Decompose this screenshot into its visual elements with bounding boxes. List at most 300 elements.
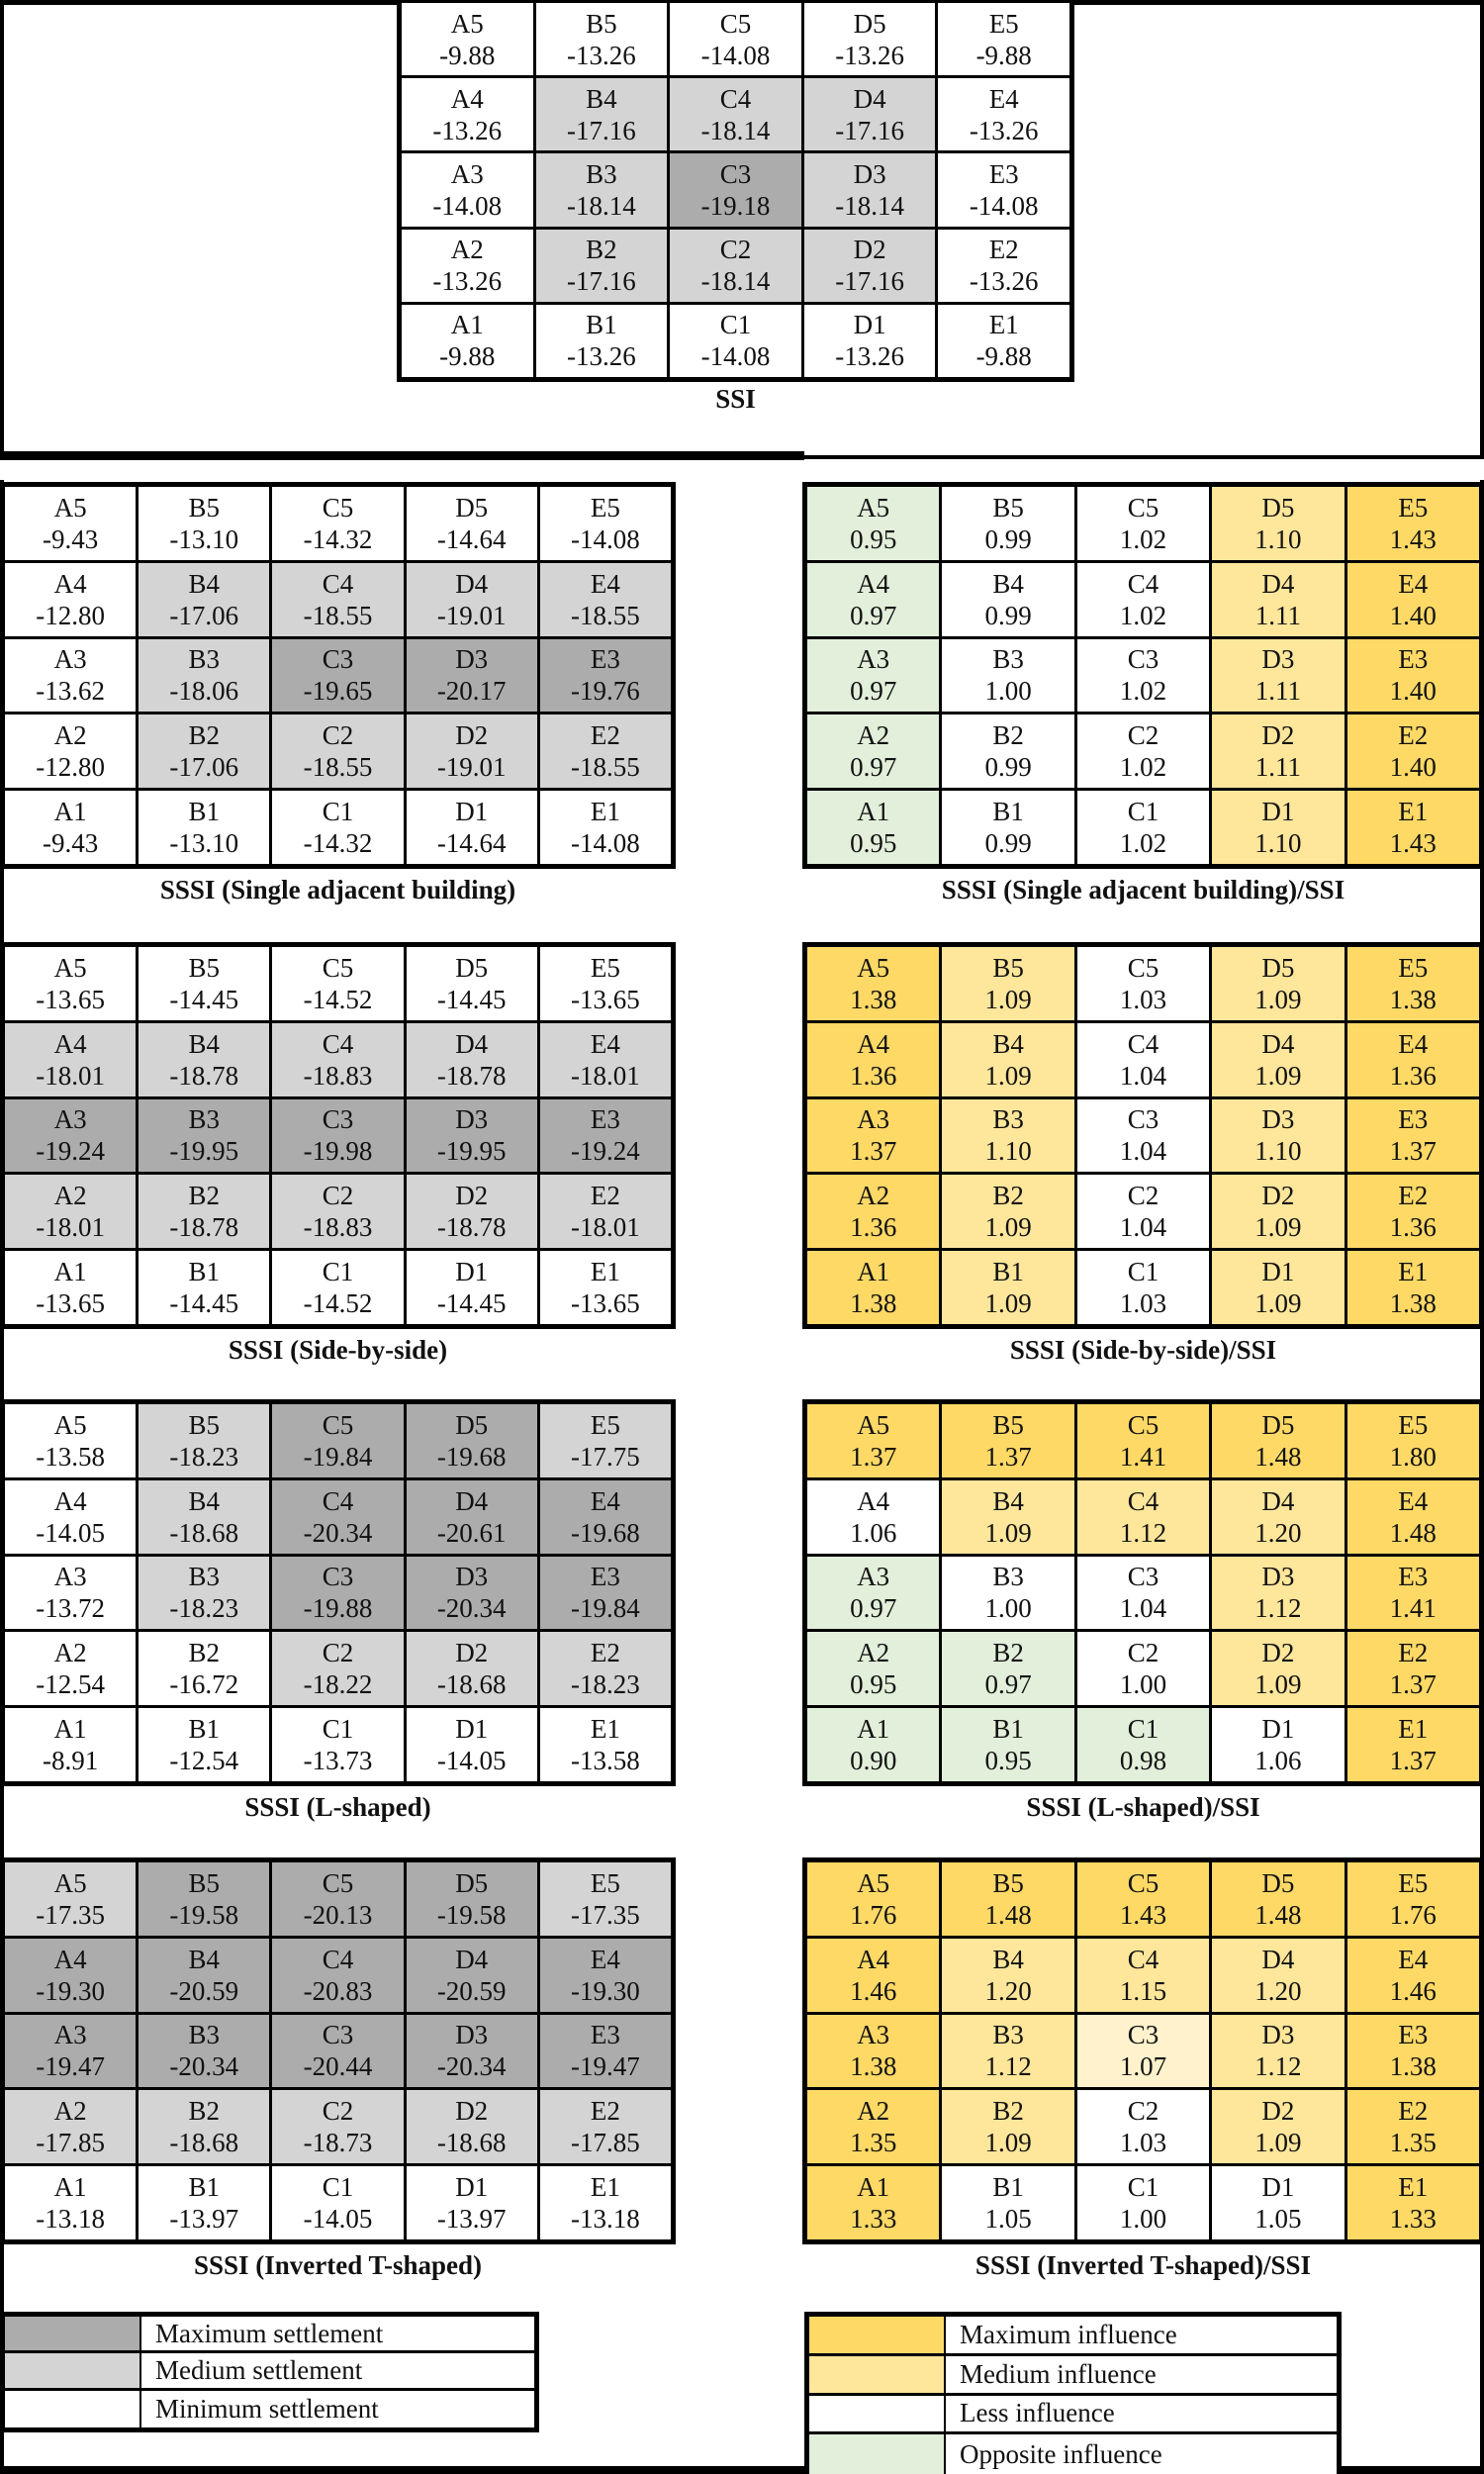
cell-label: D3 xyxy=(455,2020,489,2050)
cell-label: D5 xyxy=(853,8,886,39)
cell-label: A4 xyxy=(450,83,484,114)
cell-label: D4 xyxy=(455,568,489,599)
cell-label: D4 xyxy=(1261,1944,1295,1974)
cell-label: D5 xyxy=(455,1409,489,1440)
grid-cell xyxy=(1212,639,1344,713)
cell-value: -18.23 xyxy=(169,1441,239,1472)
cell-value: -19.84 xyxy=(303,1441,373,1472)
cell-value: -19.95 xyxy=(436,1136,507,1167)
cell-value: 1.05 xyxy=(984,2204,1032,2235)
cell-label: D1 xyxy=(455,1714,489,1745)
cell-label: C3 xyxy=(1127,1562,1159,1592)
cell-value: -19.68 xyxy=(571,1517,640,1548)
cell-label: D2 xyxy=(455,1181,489,1211)
cell-label: D1 xyxy=(1261,1714,1295,1745)
grid-cell xyxy=(1347,1251,1479,1324)
cell-label: A3 xyxy=(857,1562,890,1592)
grid-cell xyxy=(807,563,939,636)
grid-cell xyxy=(5,1708,136,1781)
cell-label: E5 xyxy=(1398,1409,1429,1440)
cell-label: B3 xyxy=(188,2020,221,2050)
cell-label: A4 xyxy=(53,1028,87,1059)
cell-value: 1.06 xyxy=(850,1517,897,1548)
cell-label: B1 xyxy=(188,1714,221,1745)
cell-value: 1.09 xyxy=(1254,2128,1302,2158)
cell-value: 1.09 xyxy=(984,1212,1032,1243)
cell-value: 1.48 xyxy=(1389,1517,1437,1548)
grid-cell xyxy=(1347,947,1479,1020)
cell-label: D2 xyxy=(455,2096,489,2127)
cell-label: D5 xyxy=(1261,1867,1295,1898)
settlement-caption: SSSI (L-shaped) xyxy=(244,1792,431,1822)
cell-label: C5 xyxy=(1127,492,1159,523)
cell-value: 1.00 xyxy=(984,676,1032,707)
cell-value: -18.23 xyxy=(571,1669,640,1700)
cell-value: -19.47 xyxy=(571,2051,640,2082)
cell-label: B4 xyxy=(992,1485,1024,1516)
cell-value: 0.99 xyxy=(984,828,1032,859)
cell-value: 1.36 xyxy=(850,1060,897,1091)
grid-cell xyxy=(540,1480,671,1554)
cell-label: E2 xyxy=(1398,720,1429,751)
cell-label: E2 xyxy=(590,2096,620,2127)
cell-label: C5 xyxy=(322,492,354,523)
cell-label: E2 xyxy=(988,235,1019,265)
cell-label: A3 xyxy=(53,1562,87,1592)
grid-cell xyxy=(139,1023,269,1096)
grid-cell xyxy=(402,230,533,302)
cell-label: B3 xyxy=(586,158,617,189)
cell-label: C1 xyxy=(322,1257,354,1287)
grid-cell xyxy=(272,1251,403,1324)
cell-value: 1.10 xyxy=(1254,523,1302,554)
cell-value: 1.37 xyxy=(984,1441,1032,1472)
cell-value: 1.37 xyxy=(850,1136,897,1167)
cell-label: D5 xyxy=(455,952,489,983)
cell-label: C5 xyxy=(322,952,354,983)
cell-label: C4 xyxy=(1127,568,1159,599)
cell-label: B5 xyxy=(188,952,221,983)
legend-swatch xyxy=(5,2391,141,2427)
cell-label: D2 xyxy=(1261,1638,1295,1668)
cell-value: -18.22 xyxy=(303,1669,373,1700)
cell-value: 1.48 xyxy=(1254,1441,1302,1472)
grid-cell xyxy=(1347,1175,1479,1248)
grid-cell xyxy=(942,1175,1073,1248)
cell-label: A4 xyxy=(53,1485,87,1516)
cell-label: C5 xyxy=(1127,1409,1159,1440)
cell-value: 0.95 xyxy=(984,1746,1032,1776)
cell-value: 1.37 xyxy=(850,1441,897,1472)
cell-label: B3 xyxy=(992,644,1024,675)
cell-label: C5 xyxy=(1127,952,1159,983)
grid-cell xyxy=(139,1632,269,1705)
cell-label: A5 xyxy=(53,1409,87,1440)
ratio-grid xyxy=(802,942,1484,1329)
cell-label: B2 xyxy=(586,235,617,265)
grid-cell xyxy=(540,1404,671,1477)
cell-value: 0.97 xyxy=(850,600,897,630)
cell-value: -13.97 xyxy=(436,2204,507,2235)
grid-cell xyxy=(272,1862,403,1936)
cell-value: 1.04 xyxy=(1119,1136,1167,1167)
cell-label: A5 xyxy=(857,1409,890,1440)
grid-cell xyxy=(804,153,936,226)
cell-label: D4 xyxy=(1261,1485,1295,1516)
grid-cell xyxy=(5,487,136,560)
grid-cell xyxy=(139,639,269,713)
cell-value: 1.38 xyxy=(1389,1288,1437,1319)
cell-value: -13.26 xyxy=(969,115,1039,145)
cell-label: B1 xyxy=(992,1714,1024,1745)
grid-cell xyxy=(1347,2166,1479,2239)
cell-value: 1.12 xyxy=(1254,1593,1302,1624)
cell-value: 1.04 xyxy=(1119,1212,1167,1243)
grid-cell xyxy=(5,1862,136,1936)
cell-value: 1.04 xyxy=(1119,1060,1167,1091)
grid-cell xyxy=(272,1099,403,1173)
grid-cell xyxy=(807,1099,939,1173)
cell-label: B4 xyxy=(188,568,221,599)
cell-value: 1.40 xyxy=(1389,600,1437,630)
cell-value: -19.76 xyxy=(571,676,640,707)
cell-label: D3 xyxy=(455,1104,489,1135)
cell-label: D4 xyxy=(455,1028,489,1059)
grid-cell xyxy=(1347,1708,1479,1781)
cell-value: 1.09 xyxy=(984,1288,1032,1319)
cell-value: -20.59 xyxy=(169,1975,239,2006)
grid-cell xyxy=(942,487,1073,560)
cell-value: -18.14 xyxy=(567,190,636,221)
grid-cell xyxy=(540,1862,671,1936)
grid-cell xyxy=(807,1175,939,1248)
cell-value: -13.62 xyxy=(36,676,105,707)
cell-label: B4 xyxy=(188,1944,221,1974)
cell-label: C2 xyxy=(322,2096,354,2127)
cell-value: 1.20 xyxy=(984,1975,1032,2006)
cell-value: -14.08 xyxy=(571,523,640,554)
cell-value: -19.18 xyxy=(700,190,771,221)
cell-value: -19.24 xyxy=(571,1136,640,1167)
cell-label: D1 xyxy=(455,1257,489,1287)
cell-label: C2 xyxy=(322,1638,354,1668)
cell-label: B2 xyxy=(188,2096,221,2127)
grid-cell xyxy=(402,78,533,150)
legend-swatch xyxy=(5,2317,141,2353)
cell-value: -9.88 xyxy=(975,341,1032,372)
cell-label: D4 xyxy=(455,1485,489,1516)
ratio-grid xyxy=(802,1399,1484,1786)
cell-value: -12.54 xyxy=(36,1669,105,1700)
cell-value: 1.48 xyxy=(1254,1899,1302,1930)
grid-cell xyxy=(272,1708,403,1781)
influence-legend xyxy=(804,2312,1342,2474)
cell-label: A2 xyxy=(53,1638,87,1668)
cell-value: 1.10 xyxy=(984,1136,1032,1167)
grid-cell xyxy=(5,2166,136,2239)
cell-label: E3 xyxy=(1398,1104,1429,1135)
settlement-caption: SSSI (Single adjacent building) xyxy=(159,875,516,904)
cell-value: 1.05 xyxy=(1254,2204,1302,2235)
cell-label: B1 xyxy=(992,797,1024,827)
cell-value: 0.95 xyxy=(850,523,897,554)
cell-label: B3 xyxy=(188,644,221,675)
legend-label: Less influence xyxy=(946,2396,1337,2435)
cell-value: 0.98 xyxy=(1119,1746,1167,1776)
grid-cell xyxy=(407,1023,537,1096)
cell-value: -18.83 xyxy=(303,1060,373,1091)
cell-label: A5 xyxy=(857,492,890,523)
cell-value: -20.34 xyxy=(436,2051,507,2082)
cell-value: 0.97 xyxy=(850,1593,897,1624)
grid-cell xyxy=(1212,1251,1344,1324)
grid-cell xyxy=(407,639,537,713)
grid-cell xyxy=(1077,2015,1209,2088)
cell-value: -19.98 xyxy=(303,1136,373,1167)
grid-cell xyxy=(1347,1632,1479,1705)
ratio-caption: SSSI (Single adjacent building)/SSI xyxy=(941,875,1345,904)
cell-label: B3 xyxy=(992,1562,1024,1592)
cell-label: E5 xyxy=(1398,1867,1429,1898)
grid-cell xyxy=(540,487,671,560)
cell-label: A2 xyxy=(53,1181,87,1211)
cell-label: C3 xyxy=(322,1104,354,1135)
cell-label: E1 xyxy=(1398,1714,1429,1745)
grid-cell xyxy=(1347,1557,1479,1630)
cell-label: D3 xyxy=(1261,1562,1295,1592)
cell-label: B1 xyxy=(992,2172,1024,2203)
cell-value: -18.06 xyxy=(169,676,239,707)
cell-label: E2 xyxy=(590,1181,620,1211)
grid-cell xyxy=(1347,2090,1479,2163)
cell-value: -18.78 xyxy=(436,1212,507,1243)
cell-value: -19.01 xyxy=(436,752,507,783)
cell-label: C1 xyxy=(1127,2172,1159,2203)
grid-cell xyxy=(139,791,269,864)
cell-value: -9.88 xyxy=(439,40,496,70)
cell-value: -14.05 xyxy=(303,2204,373,2235)
cell-value: 1.09 xyxy=(1254,1669,1302,1700)
cell-label: B2 xyxy=(188,1181,221,1211)
ratio-caption: SSSI (Inverted T-shaped)/SSI xyxy=(974,2250,1312,2280)
cell-value: -19.58 xyxy=(169,1899,239,1930)
cell-label: A4 xyxy=(857,1485,890,1516)
grid-cell xyxy=(272,714,403,788)
cell-label: A1 xyxy=(53,797,87,827)
cell-value: -18.78 xyxy=(169,1212,239,1243)
cell-label: A1 xyxy=(857,1714,890,1745)
grid-cell xyxy=(139,1557,269,1630)
cell-label: B1 xyxy=(586,310,617,340)
cell-value: -17.16 xyxy=(835,115,904,145)
cell-label: D1 xyxy=(455,2172,489,2203)
cell-label: E5 xyxy=(988,8,1019,39)
cell-value: 1.43 xyxy=(1389,828,1437,859)
cell-label: E4 xyxy=(1398,1028,1429,1059)
cell-value: -20.61 xyxy=(436,1517,507,1548)
cell-value: -14.32 xyxy=(303,523,373,554)
cell-value: -17.85 xyxy=(571,2128,640,2158)
cell-label: C1 xyxy=(322,2172,354,2203)
grid-cell xyxy=(536,153,668,226)
cell-value: 1.37 xyxy=(1389,1746,1437,1776)
cell-value: 1.12 xyxy=(1119,1517,1167,1548)
settlement-caption: SSSI (Side-by-side) xyxy=(228,1335,448,1365)
cell-value: -13.26 xyxy=(567,341,636,372)
cell-value: -9.43 xyxy=(42,828,99,859)
cell-value: 1.43 xyxy=(1389,523,1437,554)
cell-value: -12.54 xyxy=(169,1746,239,1776)
grid-cell xyxy=(1212,2090,1344,2163)
cell-value: 1.38 xyxy=(1389,984,1437,1014)
cell-label: E4 xyxy=(590,1028,620,1059)
cell-value: -18.83 xyxy=(303,1212,373,1243)
cell-value: -20.34 xyxy=(303,1517,373,1548)
grid-cell xyxy=(1077,1708,1209,1781)
cell-label: E3 xyxy=(1398,2020,1429,2050)
cell-value: -18.01 xyxy=(36,1060,105,1091)
grid-cell xyxy=(540,947,671,1020)
cell-label: A5 xyxy=(450,8,484,39)
grid-cell xyxy=(1077,1175,1209,1248)
cell-value: -9.88 xyxy=(439,341,496,372)
cell-label: D5 xyxy=(1261,952,1295,983)
cell-label: C4 xyxy=(719,83,752,114)
grid-cell xyxy=(1077,1251,1209,1324)
grid-cell xyxy=(942,639,1073,713)
grid-cell xyxy=(670,3,801,75)
grid-cell xyxy=(139,563,269,636)
grid-cell xyxy=(1212,487,1344,560)
cell-value: 1.80 xyxy=(1389,1441,1437,1472)
grid-cell xyxy=(540,791,671,864)
cell-value: 1.09 xyxy=(1254,984,1302,1014)
cell-label: E4 xyxy=(590,1485,620,1516)
legend-label: Minimum settlement xyxy=(141,2391,534,2427)
cell-value: -14.64 xyxy=(436,828,507,859)
grid-cell xyxy=(272,2090,403,2163)
settlement-legend xyxy=(0,2312,539,2432)
grid-cell xyxy=(938,3,1069,75)
grid-cell xyxy=(272,563,403,636)
grid-cell xyxy=(804,305,936,377)
grid-cell xyxy=(5,563,136,636)
grid-cell xyxy=(407,2166,537,2239)
cell-value: 1.02 xyxy=(1119,828,1167,859)
grid-cell xyxy=(272,1939,403,2012)
grid-cell xyxy=(139,947,269,1020)
cell-label: C3 xyxy=(719,158,752,189)
cell-label: C4 xyxy=(322,1485,354,1516)
grid-cell xyxy=(1212,1404,1344,1477)
grid-cell xyxy=(407,1862,537,1936)
cell-value: 0.99 xyxy=(984,523,1032,554)
cell-label: B5 xyxy=(992,492,1024,523)
cell-label: C1 xyxy=(1127,1257,1159,1287)
cell-value: -13.26 xyxy=(969,266,1039,297)
grid-cell xyxy=(272,1404,403,1477)
cell-value: 1.02 xyxy=(1119,676,1167,707)
cell-label: A3 xyxy=(53,644,87,675)
cell-label: C2 xyxy=(1127,1181,1159,1211)
cell-label: A1 xyxy=(857,2172,890,2203)
grid-cell xyxy=(1347,563,1479,636)
cell-label: E2 xyxy=(590,1638,620,1668)
grid-cell xyxy=(540,2090,671,2163)
cell-label: B5 xyxy=(188,1409,221,1440)
cell-value: -13.65 xyxy=(571,1288,640,1319)
cell-value: -19.95 xyxy=(169,1136,239,1167)
cell-label: D3 xyxy=(455,1562,489,1592)
cell-value: 1.09 xyxy=(1254,1288,1302,1319)
cell-value: 1.38 xyxy=(850,1288,897,1319)
cell-value: 1.03 xyxy=(1119,2128,1167,2158)
grid-cell xyxy=(139,1175,269,1248)
grid-cell xyxy=(540,1251,671,1324)
grid-cell xyxy=(938,78,1069,150)
grid-cell xyxy=(1347,1099,1479,1173)
cell-label: B5 xyxy=(992,952,1024,983)
cell-value: 0.95 xyxy=(850,1669,897,1700)
cell-label: A4 xyxy=(53,568,87,599)
cell-value: 1.20 xyxy=(1254,1975,1302,2006)
cell-value: 1.40 xyxy=(1389,676,1437,707)
cell-value: -20.44 xyxy=(303,2051,373,2082)
cell-label: A3 xyxy=(857,1104,890,1135)
ssi-grid xyxy=(397,0,1074,382)
cell-value: -13.65 xyxy=(36,984,105,1014)
grid-cell xyxy=(807,2166,939,2239)
cell-value: -17.85 xyxy=(36,2128,105,2158)
cell-label: E4 xyxy=(1398,1485,1429,1516)
cell-value: -18.01 xyxy=(571,1212,640,1243)
grid-cell xyxy=(407,1632,537,1705)
cell-value: 1.00 xyxy=(1119,1669,1167,1700)
cell-label: A2 xyxy=(450,235,484,265)
grid-cell xyxy=(807,1939,939,2012)
cell-value: -13.10 xyxy=(169,523,239,554)
cell-label: C5 xyxy=(719,8,752,39)
cell-value: -18.14 xyxy=(700,266,771,297)
grid-cell xyxy=(5,2015,136,2088)
cell-label: A3 xyxy=(857,2020,890,2050)
grid-cell xyxy=(1077,2166,1209,2239)
grid-cell xyxy=(5,1251,136,1324)
cell-value: 1.35 xyxy=(850,2128,897,2158)
cell-value: -14.08 xyxy=(700,40,771,70)
cell-label: D2 xyxy=(455,1638,489,1668)
cell-label: E3 xyxy=(590,1562,620,1592)
cell-value: 1.09 xyxy=(984,1060,1032,1091)
cell-value: -18.55 xyxy=(571,600,640,630)
cell-label: C5 xyxy=(322,1409,354,1440)
grid-cell xyxy=(942,1939,1073,2012)
cell-label: D1 xyxy=(455,797,489,827)
cell-label: C4 xyxy=(322,1028,354,1059)
cell-label: B5 xyxy=(188,492,221,523)
cell-label: E4 xyxy=(590,1944,620,1974)
cell-value: -19.24 xyxy=(36,1136,105,1167)
grid-cell xyxy=(1212,1862,1344,1936)
settlement-caption: SSSI (Inverted T-shaped) xyxy=(193,2250,483,2280)
grid-cell xyxy=(407,487,537,560)
grid-cell xyxy=(942,1251,1073,1324)
grid-cell xyxy=(1212,2015,1344,2088)
grid-cell xyxy=(139,1708,269,1781)
grid-cell xyxy=(670,153,801,226)
cell-value: 1.38 xyxy=(1389,2051,1437,2082)
grid-cell xyxy=(1347,2015,1479,2088)
